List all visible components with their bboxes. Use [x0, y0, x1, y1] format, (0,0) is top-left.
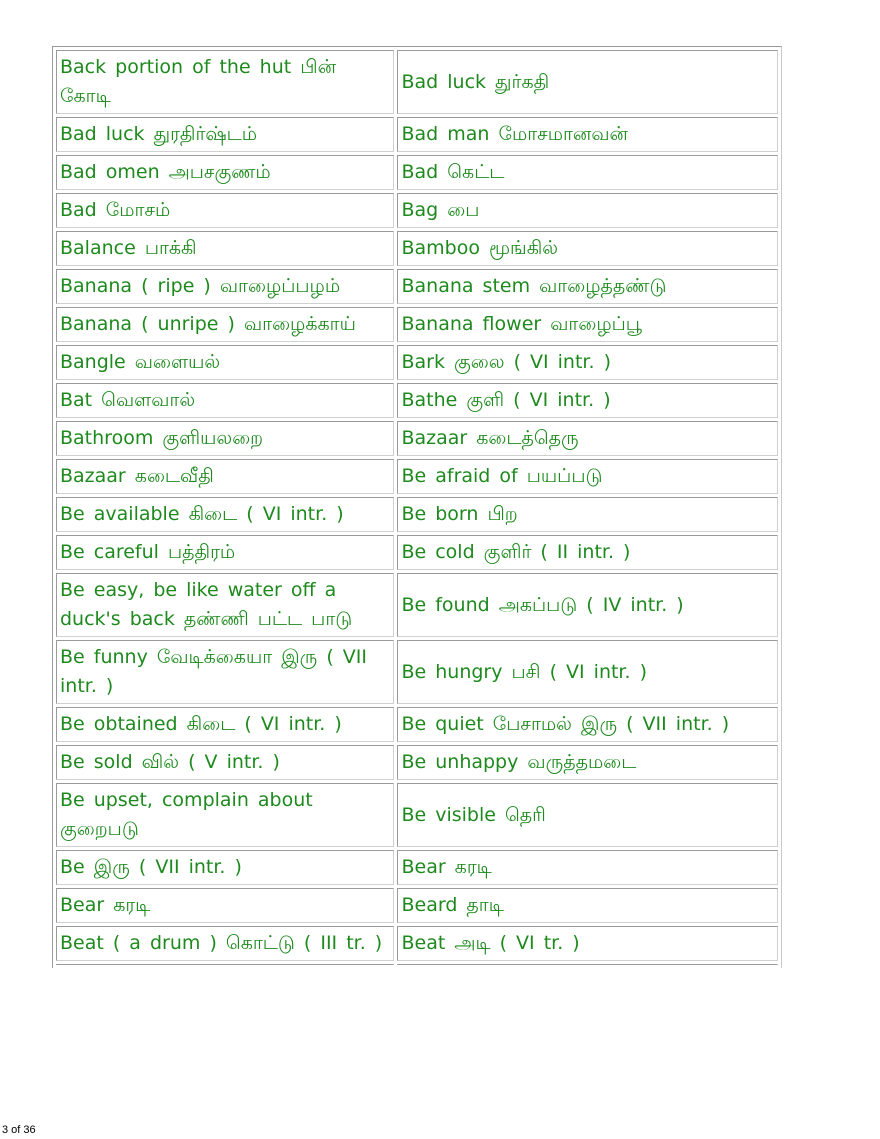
table-row	[56, 926, 778, 961]
entry-cell-right: Be found அகப்படு ( IV intr. )	[397, 573, 778, 637]
entry-cell-left: Banana ( unripe ) வாழைக்காய்	[56, 307, 394, 342]
entry-cell-right: Bad கெட்ட	[397, 155, 778, 190]
table-row	[56, 459, 778, 494]
page-number: 3 of 36	[2, 1124, 36, 1136]
table-row	[56, 640, 778, 704]
table-row	[56, 307, 778, 342]
entry-cell-left: Bazaar கடைவீதி	[56, 459, 394, 494]
entry-cell-left: Bear கரடி	[56, 888, 394, 923]
entry-cell-left: Be careful பத்திரம்	[56, 535, 394, 570]
entry-cell-right: Beard தாடி	[397, 888, 778, 923]
table-row	[56, 573, 778, 637]
entry-cell-left: Be obtained கிடை ( VI intr. )	[56, 707, 394, 742]
entry-cell-left: Balance பாக்கி	[56, 231, 394, 266]
entry-cell-left: Back portion of the hut பின் கோடி	[56, 50, 394, 114]
table-row	[56, 707, 778, 742]
entry-cell-right: Bad man மோசமானவன்	[397, 117, 778, 152]
table-row	[56, 888, 778, 923]
entry-cell-right: Bark குலை ( VI intr. )	[397, 345, 778, 380]
table-row	[56, 497, 778, 532]
dictionary-table-body	[56, 50, 778, 965]
entry-cell-left: Bad luck துரதிர்ஷ்டம்	[56, 117, 394, 152]
entry-cell-right: Bear கரடி	[397, 850, 778, 885]
table-row-cutoff	[56, 964, 778, 965]
entry-cell-right: Be afraid of பயப்படு	[397, 459, 778, 494]
entry-cell-left: Be easy, be like water off a duck's back தண்ணி பட்ட பாடு	[56, 573, 394, 637]
entry-cell-right: Be visible தெரி	[397, 783, 778, 847]
entry-cell-left: Be funny வேடிக்கையா இரு ( VII intr. )	[56, 640, 394, 704]
entry-cell-right: Be born பிற	[397, 497, 778, 532]
empty-cell	[56, 964, 394, 965]
table-row	[56, 155, 778, 190]
entry-cell-right: Banana stem வாழைத்தண்டு	[397, 269, 778, 304]
entry-cell-right: Be unhappy வருத்தமடை	[397, 745, 778, 780]
table-row	[56, 345, 778, 380]
table-row	[56, 117, 778, 152]
entry-cell-left: Be இரு ( VII intr. )	[56, 850, 394, 885]
entry-cell-left: Bat வௌவால்	[56, 383, 394, 418]
entry-cell-left: Bangle வளையல்	[56, 345, 394, 380]
entry-cell-right: Bazaar கடைத்தெரு	[397, 421, 778, 456]
entry-cell-right: Bathe குளி ( VI intr. )	[397, 383, 778, 418]
entry-cell-right: Be hungry பசி ( VI intr. )	[397, 640, 778, 704]
empty-cell	[397, 964, 778, 965]
entry-cell-right: Bag பை	[397, 193, 778, 228]
entry-cell-left: Be upset, complain about குறைபடு	[56, 783, 394, 847]
entry-cell-left: Bathroom குளியலறை	[56, 421, 394, 456]
entry-cell-right: Bad luck துர்கதி	[397, 50, 778, 114]
entry-cell-right: Banana flower வாழைப்பூ	[397, 307, 778, 342]
table-row	[56, 383, 778, 418]
entry-cell-left: Banana ( ripe ) வாழைப்பழம்	[56, 269, 394, 304]
entry-cell-left: Bad omen அபசகுணம்	[56, 155, 394, 190]
entry-cell-left: Bad மோசம்	[56, 193, 394, 228]
table-row	[56, 850, 778, 885]
table-row	[56, 193, 778, 228]
dictionary-table	[52, 46, 782, 968]
table-row	[56, 269, 778, 304]
entry-cell-right: Bamboo மூங்கில்	[397, 231, 778, 266]
entry-cell-left: Beat ( a drum ) கொட்டு ( III tr. )	[56, 926, 394, 961]
entry-cell-right: Be quiet பேசாமல் இரு ( VII intr. )	[397, 707, 778, 742]
entry-cell-left: Be sold வில் ( V intr. )	[56, 745, 394, 780]
entry-cell-right: Beat அடி ( VI tr. )	[397, 926, 778, 961]
table-row	[56, 421, 778, 456]
table-row	[56, 535, 778, 570]
table-row	[56, 50, 778, 114]
entry-cell-left: Be available கிடை ( VI intr. )	[56, 497, 394, 532]
table-row	[56, 745, 778, 780]
entry-cell-right: Be cold குளிர் ( II intr. )	[397, 535, 778, 570]
table-row	[56, 783, 778, 847]
table-row	[56, 231, 778, 266]
